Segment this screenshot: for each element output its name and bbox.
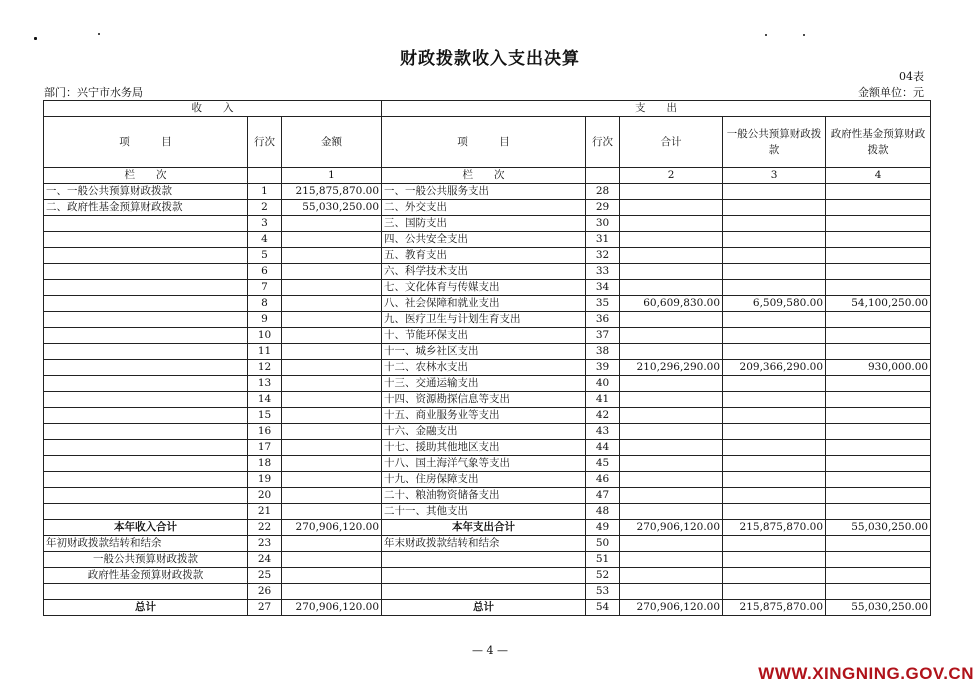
gov-fund-cell xyxy=(826,264,931,280)
gov-fund-cell xyxy=(826,536,931,552)
general-budget-cell xyxy=(723,248,826,264)
expense-total-cell xyxy=(620,200,723,216)
expense-line-cell: 51 xyxy=(586,552,620,568)
income-amount-cell xyxy=(282,552,382,568)
expense-total-cell xyxy=(620,232,723,248)
expense-line-cell: 40 xyxy=(586,376,620,392)
expense-total-cell xyxy=(620,552,723,568)
income-amount-cell xyxy=(282,424,382,440)
expense-total-cell xyxy=(620,264,723,280)
income-item-cell xyxy=(44,248,248,264)
expense-line-header: 行次 xyxy=(586,117,620,168)
gov-fund-cell: 54,100,250.00 xyxy=(826,296,931,312)
income-amount-cell xyxy=(282,360,382,376)
income-item-cell xyxy=(44,456,248,472)
expense-item-cell: 十二、农林水支出 xyxy=(382,360,586,376)
expense-total-cell xyxy=(620,456,723,472)
expense-item-cell: 六、科学技术支出 xyxy=(382,264,586,280)
empty-cell xyxy=(586,168,620,184)
table-row xyxy=(44,232,931,248)
expense-line-cell: 48 xyxy=(586,504,620,520)
expense-total-cell xyxy=(620,376,723,392)
income-line-cell: 5 xyxy=(248,248,282,264)
income-amount-cell xyxy=(282,456,382,472)
expense-total-cell xyxy=(620,216,723,232)
expense-column-label: 栏 次 xyxy=(382,168,586,184)
general-budget-cell xyxy=(723,184,826,200)
expense-item-cell: 七、文化体育与传媒支出 xyxy=(382,280,586,296)
expense-total-cell xyxy=(620,568,723,584)
expense-total-cell xyxy=(620,248,723,264)
income-amount-cell xyxy=(282,264,382,280)
expense-line-cell: 29 xyxy=(586,200,620,216)
income-carryover-cell: 一般公共预算财政拨款 xyxy=(44,552,248,568)
expense-total-cell: 210,296,290.00 xyxy=(620,360,723,376)
income-line-cell: 19 xyxy=(248,472,282,488)
expense-total-cell xyxy=(620,536,723,552)
expense-total-cell: 60,609,830.00 xyxy=(620,296,723,312)
income-line-cell: 6 xyxy=(248,264,282,280)
income-amount-cell xyxy=(282,584,382,600)
income-carryover-cell xyxy=(44,584,248,600)
income-item-cell xyxy=(44,280,248,296)
income-item-cell xyxy=(44,216,248,232)
expense-line-cell: 28 xyxy=(586,184,620,200)
expense-line-cell: 50 xyxy=(586,536,620,552)
expense-item-cell: 二、外交支出 xyxy=(382,200,586,216)
table-row xyxy=(44,184,931,200)
table-row xyxy=(44,360,931,376)
gov-fund-cell xyxy=(826,344,931,360)
income-line-header: 行次 xyxy=(248,117,282,168)
expense-item-cell: 十、节能环保支出 xyxy=(382,328,586,344)
income-line-cell: 12 xyxy=(248,360,282,376)
expense-line-cell: 52 xyxy=(586,568,620,584)
general-budget-cell xyxy=(723,472,826,488)
income-amount-cell: 55,030,250.00 xyxy=(282,200,382,216)
expense-item-cell: 九、医疗卫生与计划生育支出 xyxy=(382,312,586,328)
expense-line-cell: 53 xyxy=(586,584,620,600)
expense-item-cell: 十一、城乡社区支出 xyxy=(382,344,586,360)
expense-line-cell: 42 xyxy=(586,408,620,424)
expense-line-cell: 46 xyxy=(586,472,620,488)
income-line-cell: 11 xyxy=(248,344,282,360)
site-watermark: WWW.XINGNING.GOV.CN xyxy=(758,664,974,683)
expense-grand-total-label: 总计 xyxy=(382,600,586,616)
expense-item-cell: 十四、资源勘探信息等支出 xyxy=(382,392,586,408)
income-carryover-cell: 政府性基金预算财政拨款 xyxy=(44,568,248,584)
gov-fund-cell xyxy=(826,392,931,408)
expense-carryover-cell xyxy=(382,552,586,568)
gov-fund-header: 政府性基金预算财政拨款 xyxy=(826,117,931,168)
general-budget-cell xyxy=(723,408,826,424)
income-amount-cell xyxy=(282,248,382,264)
income-amount-cell xyxy=(282,376,382,392)
carryover-row xyxy=(44,584,931,600)
income-line-cell: 13 xyxy=(248,376,282,392)
unit-label: 金额单位：元 xyxy=(858,86,924,99)
expense-grand-total-amount: 270,906,120.00 xyxy=(620,600,723,616)
income-line-cell: 15 xyxy=(248,408,282,424)
expense-section-header: 支 出 xyxy=(382,101,931,117)
expense-total-label: 本年支出合计 xyxy=(382,520,586,536)
form-number: 04表 xyxy=(899,70,924,83)
expense-item-cell: 二十一、其他支出 xyxy=(382,504,586,520)
gov-fund-cell xyxy=(826,280,931,296)
gov-fund-cell xyxy=(826,584,931,600)
income-total-label: 本年收入合计 xyxy=(44,520,248,536)
table-row xyxy=(44,296,931,312)
grand-total-row xyxy=(44,600,931,616)
gov-fund-cell xyxy=(826,488,931,504)
budget-table xyxy=(43,100,931,616)
income-item-header: 项 目 xyxy=(44,117,248,168)
income-line-cell: 27 xyxy=(248,600,282,616)
general-budget-cell xyxy=(723,488,826,504)
expense-total-cell xyxy=(620,280,723,296)
expense-line-cell: 32 xyxy=(586,248,620,264)
col-index-3: 3 xyxy=(723,168,826,184)
income-line-cell: 8 xyxy=(248,296,282,312)
expense-total-amount: 270,906,120.00 xyxy=(620,520,723,536)
gov-fund-cell: 930,000.00 xyxy=(826,360,931,376)
income-amount-header: 金额 xyxy=(282,117,382,168)
scan-speck xyxy=(98,33,100,35)
general-budget-cell xyxy=(723,456,826,472)
expense-line-cell: 49 xyxy=(586,520,620,536)
section-header-row xyxy=(44,101,931,117)
income-item-cell xyxy=(44,264,248,280)
income-item-cell xyxy=(44,376,248,392)
gov-fund-cell xyxy=(826,248,931,264)
income-amount-cell xyxy=(282,472,382,488)
table-row xyxy=(44,200,931,216)
general-budget-cell xyxy=(723,504,826,520)
income-line-cell: 1 xyxy=(248,184,282,200)
gov-fund-cell xyxy=(826,504,931,520)
table-row xyxy=(44,376,931,392)
expense-item-cell: 十五、商业服务业等支出 xyxy=(382,408,586,424)
expense-item-cell: 一、一般公共服务支出 xyxy=(382,184,586,200)
scan-speck xyxy=(765,34,767,36)
income-amount-cell xyxy=(282,440,382,456)
expense-line-cell: 30 xyxy=(586,216,620,232)
expense-line-cell: 34 xyxy=(586,280,620,296)
table-row xyxy=(44,344,931,360)
general-budget-cell xyxy=(723,200,826,216)
income-line-cell: 4 xyxy=(248,232,282,248)
table-row xyxy=(44,488,931,504)
general-budget-cell xyxy=(723,216,826,232)
income-amount-cell xyxy=(282,328,382,344)
income-item-cell: 二、政府性基金预算财政拨款 xyxy=(44,200,248,216)
col-index-2: 2 xyxy=(620,168,723,184)
table-row xyxy=(44,472,931,488)
gov-fund-cell xyxy=(826,424,931,440)
income-amount-cell xyxy=(282,216,382,232)
expense-line-cell: 38 xyxy=(586,344,620,360)
income-line-cell: 24 xyxy=(248,552,282,568)
general-budget-header: 一般公共预算财政拨款 xyxy=(723,117,826,168)
gov-fund-cell xyxy=(826,200,931,216)
income-line-cell: 9 xyxy=(248,312,282,328)
gov-fund-cell xyxy=(826,184,931,200)
page-number: — 4 — xyxy=(472,644,508,657)
income-line-cell: 10 xyxy=(248,328,282,344)
expense-item-cell: 五、教育支出 xyxy=(382,248,586,264)
income-line-cell: 7 xyxy=(248,280,282,296)
carryover-row xyxy=(44,568,931,584)
income-line-cell: 16 xyxy=(248,424,282,440)
income-grand-total-label: 总计 xyxy=(44,600,248,616)
column-header-row xyxy=(44,117,931,168)
income-line-cell: 20 xyxy=(248,488,282,504)
general-budget-cell xyxy=(723,536,826,552)
general-budget-cell xyxy=(723,264,826,280)
income-amount-cell xyxy=(282,488,382,504)
expense-line-cell: 35 xyxy=(586,296,620,312)
expense-total-cell xyxy=(620,504,723,520)
gov-fund-total: 55,030,250.00 xyxy=(826,520,931,536)
income-item-cell xyxy=(44,344,248,360)
income-line-cell: 14 xyxy=(248,392,282,408)
table-row xyxy=(44,280,931,296)
table-row xyxy=(44,392,931,408)
general-budget-cell: 209,366,290.00 xyxy=(723,360,826,376)
general-budget-cell xyxy=(723,440,826,456)
income-grand-total-amount: 270,906,120.00 xyxy=(282,600,382,616)
expense-item-header: 项 目 xyxy=(382,117,586,168)
expense-total-cell xyxy=(620,392,723,408)
expense-line-cell: 36 xyxy=(586,312,620,328)
income-item-cell xyxy=(44,472,248,488)
income-item-cell xyxy=(44,408,248,424)
table-row xyxy=(44,328,931,344)
income-amount-cell xyxy=(282,280,382,296)
general-budget-cell: 6,509,580.00 xyxy=(723,296,826,312)
income-item-cell xyxy=(44,296,248,312)
expense-total-cell xyxy=(620,408,723,424)
expense-line-cell: 37 xyxy=(586,328,620,344)
expense-line-cell: 31 xyxy=(586,232,620,248)
gov-fund-cell xyxy=(826,328,931,344)
expense-line-cell: 39 xyxy=(586,360,620,376)
income-line-cell: 22 xyxy=(248,520,282,536)
expense-item-cell: 四、公共安全支出 xyxy=(382,232,586,248)
expense-item-cell: 三、国防支出 xyxy=(382,216,586,232)
empty-cell xyxy=(248,168,282,184)
expense-carryover-cell xyxy=(382,584,586,600)
general-budget-cell xyxy=(723,424,826,440)
expense-line-cell: 43 xyxy=(586,424,620,440)
gov-fund-cell xyxy=(826,312,931,328)
income-line-cell: 25 xyxy=(248,568,282,584)
income-line-cell: 17 xyxy=(248,440,282,456)
income-line-cell: 23 xyxy=(248,536,282,552)
income-column-label: 栏 次 xyxy=(44,168,248,184)
gov-fund-cell xyxy=(826,376,931,392)
income-line-cell: 21 xyxy=(248,504,282,520)
table-row xyxy=(44,216,931,232)
general-budget-cell xyxy=(723,584,826,600)
income-line-cell: 26 xyxy=(248,584,282,600)
income-amount-cell xyxy=(282,344,382,360)
carryover-row xyxy=(44,552,931,568)
gov-fund-cell xyxy=(826,232,931,248)
general-budget-cell xyxy=(723,552,826,568)
expense-line-cell: 45 xyxy=(586,456,620,472)
income-amount-cell xyxy=(282,408,382,424)
income-amount-cell xyxy=(282,296,382,312)
income-line-cell: 3 xyxy=(248,216,282,232)
col-index-1: 1 xyxy=(282,168,382,184)
scan-speck xyxy=(34,37,37,40)
expense-line-cell: 41 xyxy=(586,392,620,408)
income-item-cell xyxy=(44,328,248,344)
expense-total-cell xyxy=(620,424,723,440)
expense-total-cell xyxy=(620,584,723,600)
carryover-row xyxy=(44,536,931,552)
general-budget-total: 215,875,870.00 xyxy=(723,520,826,536)
scan-speck xyxy=(803,34,805,36)
table-row xyxy=(44,408,931,424)
expense-total-cell xyxy=(620,312,723,328)
income-item-cell: 一、一般公共预算财政拨款 xyxy=(44,184,248,200)
general-budget-cell xyxy=(723,344,826,360)
gov-fund-cell xyxy=(826,408,931,424)
gov-fund-cell xyxy=(826,568,931,584)
expense-carryover-cell xyxy=(382,568,586,584)
general-budget-cell xyxy=(723,392,826,408)
income-amount-cell: 215,875,870.00 xyxy=(282,184,382,200)
gov-fund-cell xyxy=(826,552,931,568)
col-index-4: 4 xyxy=(826,168,931,184)
income-item-cell xyxy=(44,392,248,408)
gov-fund-cell xyxy=(826,216,931,232)
gov-fund-cell xyxy=(826,440,931,456)
table-row xyxy=(44,248,931,264)
income-line-cell: 18 xyxy=(248,456,282,472)
expense-line-cell: 54 xyxy=(586,600,620,616)
income-carryover-cell: 年初财政拨款结转和结余 xyxy=(44,536,248,552)
income-amount-cell xyxy=(282,312,382,328)
expense-item-cell: 二十、粮油物资储备支出 xyxy=(382,488,586,504)
income-total-amount: 270,906,120.00 xyxy=(282,520,382,536)
gov-fund-cell xyxy=(826,456,931,472)
expense-item-cell: 十八、国土海洋气象等支出 xyxy=(382,456,586,472)
column-index-row xyxy=(44,168,931,184)
income-amount-cell xyxy=(282,536,382,552)
expense-line-cell: 47 xyxy=(586,488,620,504)
income-item-cell xyxy=(44,232,248,248)
income-item-cell xyxy=(44,440,248,456)
table-row xyxy=(44,312,931,328)
expense-carryover-cell: 年末财政拨款结转和结余 xyxy=(382,536,586,552)
gov-fund-cell xyxy=(826,472,931,488)
income-item-cell xyxy=(44,312,248,328)
general-budget-grand-total: 215,875,870.00 xyxy=(723,600,826,616)
expense-item-cell: 八、社会保障和就业支出 xyxy=(382,296,586,312)
income-amount-cell xyxy=(282,392,382,408)
expense-total-cell xyxy=(620,472,723,488)
income-amount-cell xyxy=(282,568,382,584)
general-budget-cell xyxy=(723,568,826,584)
table-row xyxy=(44,456,931,472)
expense-item-cell: 十六、金融支出 xyxy=(382,424,586,440)
expense-total-cell xyxy=(620,344,723,360)
general-budget-cell xyxy=(723,232,826,248)
income-amount-cell xyxy=(282,232,382,248)
table-row xyxy=(44,264,931,280)
expense-total-header: 合计 xyxy=(620,117,723,168)
income-item-cell xyxy=(44,360,248,376)
totals-row xyxy=(44,520,931,536)
expense-item-cell: 十九、住房保障支出 xyxy=(382,472,586,488)
income-line-cell: 2 xyxy=(248,200,282,216)
general-budget-cell xyxy=(723,328,826,344)
income-item-cell xyxy=(44,504,248,520)
income-amount-cell xyxy=(282,504,382,520)
expense-item-cell: 十三、交通运输支出 xyxy=(382,376,586,392)
expense-item-cell: 十七、援助其他地区支出 xyxy=(382,440,586,456)
table-row xyxy=(44,440,931,456)
table-row xyxy=(44,504,931,520)
table-row xyxy=(44,424,931,440)
expense-total-cell xyxy=(620,328,723,344)
income-item-cell xyxy=(44,488,248,504)
general-budget-cell xyxy=(723,280,826,296)
expense-total-cell xyxy=(620,184,723,200)
expense-total-cell xyxy=(620,440,723,456)
income-item-cell xyxy=(44,424,248,440)
department-label: 部门：兴宁市水务局 xyxy=(44,86,143,99)
expense-line-cell: 44 xyxy=(586,440,620,456)
gov-fund-grand-total: 55,030,250.00 xyxy=(826,600,931,616)
income-section-header: 收 入 xyxy=(44,101,382,117)
general-budget-cell xyxy=(723,376,826,392)
page-title: 财政拨款收入支出决算 xyxy=(400,49,580,69)
expense-line-cell: 33 xyxy=(586,264,620,280)
expense-total-cell xyxy=(620,488,723,504)
general-budget-cell xyxy=(723,312,826,328)
